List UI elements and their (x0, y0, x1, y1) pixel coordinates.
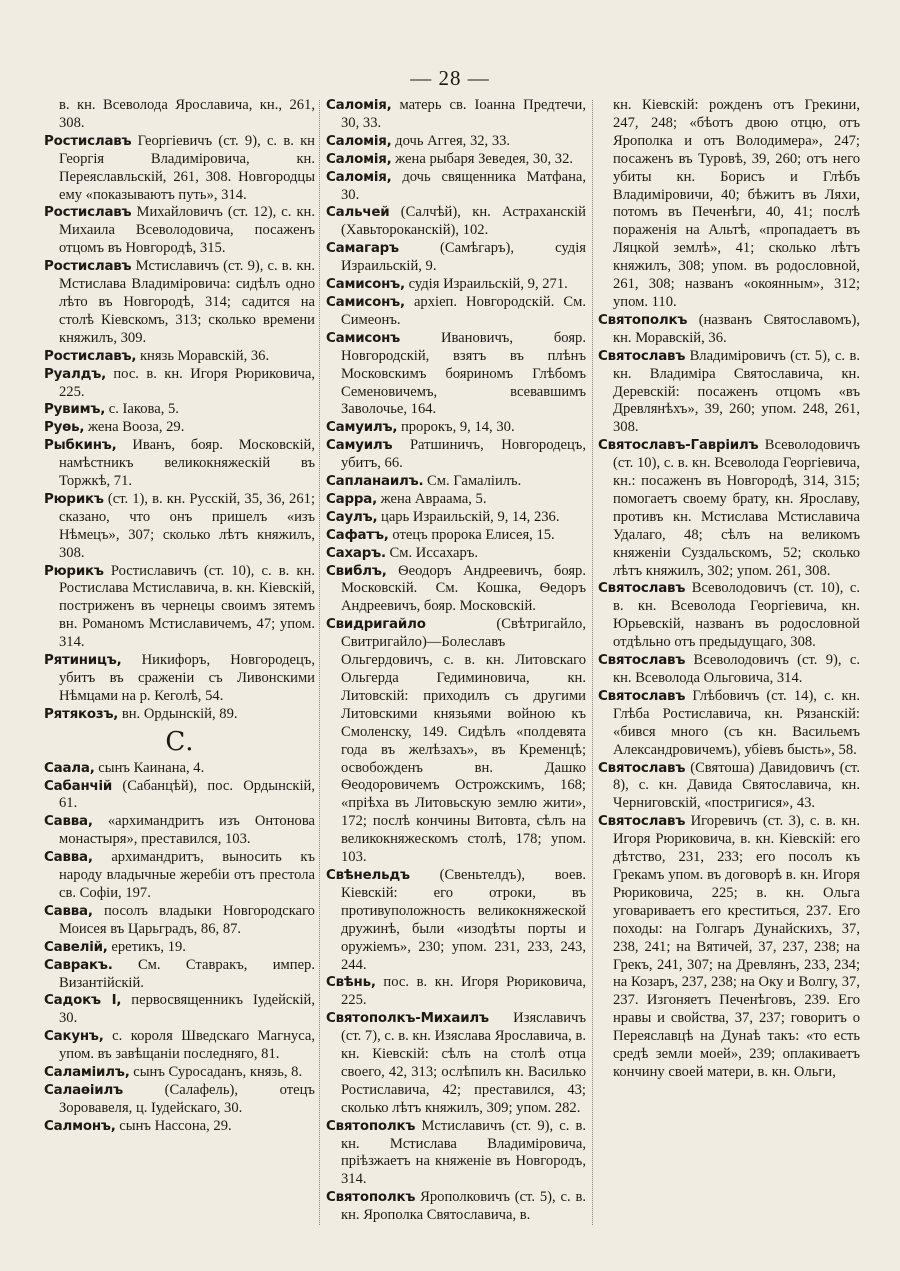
entry-text: (Свеньтелдъ), воев. Кіевскій: его отроки, въ противуположность великокняжеской дружинѣ, были «изодѣты порты и оружіемъ», 230; упом. 231, 233, 243, 244. (341, 866, 586, 973)
page-number: — 28 — (410, 66, 490, 90)
index-entry (598, 437, 860, 580)
entry-headword: Сахаръ. (326, 545, 386, 561)
index-entry (598, 580, 860, 652)
entry-text: пос. в. кн. Игоря Рюриковича, 225. (59, 365, 315, 400)
entry-headword: Святославъ (598, 814, 686, 830)
index-entry (44, 992, 315, 1028)
entry-text: князь Моравскій, 36. (139, 347, 270, 364)
letter-heading: С. (165, 726, 194, 757)
column-right (598, 97, 860, 1082)
index-entry (326, 330, 586, 420)
index-entry (326, 276, 586, 294)
entry-headword: Самуилъ (326, 438, 393, 454)
index-entry (44, 813, 315, 849)
entry-text: Мстиславичъ (ст. 9), с. в. кн. Мстислава Владиміровича, пріѣзжаетъ на княженіе въ Новгородъ, 314. (341, 1117, 586, 1188)
entry-headword: Самуилъ, (326, 420, 398, 436)
entry-text: Никифоръ, Новгородецъ, убитъ въ сраженіи съ Ливонскими Нѣмцами на р. Кеголѣ, 54. (59, 652, 315, 704)
entry-text: пос. в. кн. Игоря Рюриковича, 225. (341, 974, 587, 1009)
entry-headword: Святославъ (598, 653, 686, 669)
entry-text: с. короля Шведскаго Магнуса, упом. въ завѣщаніи последняго, 81. (59, 1028, 316, 1063)
index-entry (326, 419, 586, 437)
entry-text: (Свѣтригайло, Свитригайло)—Болеславъ Ольгердовичъ, с. в. кн. Литовскаго Ольгерда Гедиминовича, кн. Литовскій: приходилъ съ другими Литовскими князьями войною къ Смоленску, 149. Сидѣлъ «полдевята года въ желѣзахъ», въ Кременцѣ; освобожденъ вн. Дашко Ѳеодоровичемъ Острожскимъ, 168; «пріѣха въ Литовьскую землю жити», 172; послѣ кончины Витовта, сѣлъ на великокняжескомъ столѣ, 178; упом. 103. (341, 616, 586, 866)
entry-text: (Сабанцѣй), пос. Ордынскій, 61. (59, 777, 315, 812)
index-entry (598, 760, 860, 814)
index-entry (44, 419, 315, 437)
entry-text: отецъ пророка Елисея, 15. (392, 526, 555, 543)
index-entry (326, 509, 586, 527)
entry-headword: Сальчей (326, 205, 390, 221)
index-entry (44, 133, 315, 205)
entry-headword: Святополкъ (598, 312, 688, 328)
entry-headword: Самагаръ (326, 241, 399, 257)
entry-text: дочь Аггея, 32, 33. (395, 132, 511, 149)
index-entry (44, 437, 315, 491)
entry-text: (названъ Святославомъ), кн. Моравскій, 36. (613, 311, 860, 346)
entry-headword: Святославъ (598, 348, 686, 364)
entry-headword: Ростиславъ (44, 205, 132, 221)
entry-text: архимандритъ, выносить къ народу владычные жеребіи отъ престола св. Софіи, 197. (59, 849, 315, 901)
index-entry (44, 1082, 315, 1118)
index-entry (326, 974, 586, 1010)
index-entry (326, 1010, 586, 1117)
index-entry (326, 97, 586, 133)
entry-text: Ѳеодоръ Андреевичъ, бояр. Московскій. См. Кошка, Ѳедоръ Андреевичъ, бояр. Московскій. (341, 562, 586, 615)
entry-text: Изяславичъ (ст. 7), с. в. кн. Изяслава Ярославича, в. кн. Кіевскій: сѣлъ на столѣ отца своего, 42, 313; ослѣпилъ кн. Василько Ростиславича, 42; преставился, 43; сколько лѣтъ княжилъ, 309; упом. 282. (341, 1010, 586, 1116)
index-entry (326, 204, 586, 240)
column-middle (326, 97, 586, 1225)
index-entry (326, 1189, 586, 1225)
entry-text: сынъ Каинана, 4. (98, 759, 205, 776)
entry-headword: Савелій, (44, 939, 108, 955)
entry-headword: Святославъ (598, 688, 686, 704)
entry-headword: Савва, (44, 850, 93, 866)
column-divider (319, 100, 320, 1225)
entry-headword: Рыбкинъ, (44, 438, 117, 454)
entry-headword: Руѳь, (44, 420, 85, 436)
entry-headword: Святополкъ (326, 1190, 416, 1206)
index-entry (326, 491, 586, 509)
entry-headword: Сапланаилъ. (326, 474, 424, 490)
entry-headword: Рувимъ, (44, 402, 106, 418)
entry-headword: Саломія, (326, 98, 392, 113)
entry-text: Георгіевичъ (ст. 9), с. в. кн Георгія Владиміровича, кн. Переяславльскій, 261, 308. Новгородцы ему «показываютъ путь», 314. (59, 132, 315, 203)
entry-headword: Савва, (44, 814, 93, 830)
entry-text: (Салчѣй), кн. Астраханскій (Хавьтороканскій), 102. (341, 204, 586, 239)
entry-headword: Салаѳіилъ (44, 1082, 123, 1098)
entry-text: Ростиславичъ (ст. 10), с. в. кн. Ростислава Мстиславича, в. кн. Кіевскій, постриженъ въ чернецы своимъ зятемъ вн. Романомъ Мстиславичемъ, 47; упом. 314. (59, 562, 315, 651)
entry-text: судія Израильскій, 9, 271. (408, 276, 568, 293)
column-divider (592, 100, 593, 1225)
index-entry (326, 616, 586, 867)
entry-text: «архимандритъ изъ Онтонова монастыря», преставился, 103. (59, 813, 315, 848)
entry-headword: Сарра, (326, 491, 377, 507)
entry-headword: Савракъ. (44, 957, 113, 973)
index-entry (326, 240, 586, 276)
entry-text: Всеволодовичъ (ст. 10), с. в. кн. Всеволода Георгіевича, кн. Юрьевскій, названъ въ родословной отдѣльно отъ предыдущаго, 308. (613, 580, 861, 651)
entry-headword: Руалдъ, (44, 366, 106, 382)
index-entry (44, 760, 315, 778)
index-entry (326, 169, 586, 205)
entry-text: См. Ставракъ, импер. Византійскій. (59, 956, 315, 991)
entry-text: Всеволодовичъ (ст. 10), с. в. кн. Всеволода Георгіевича, кн.: посаженъ въ Новгородѣ, 314, 315; помогаетъ своему брату, кн. Ярославу, противъ кн. Мстислава Мстиславича Удалаго, 48; сѣлъ на великомъ княженіи Суздальскомъ, 52; сколько лѣтъ княжилъ, 302; упом. 261, 308. (613, 437, 860, 579)
index-entry (44, 652, 315, 706)
index-entry (598, 312, 860, 348)
entry-text: Владиміровичъ (ст. 5), с. в. кн. Владиміра Святославича, кн. Деревскій: посаженъ отцомъ «въ Древлянѣхъ», 39, 260; упом. 248, 261, 308. (613, 347, 860, 436)
index-entry (326, 294, 586, 330)
entry-text: жена рыбаря Зеведея, 30, 32. (395, 150, 574, 167)
index-entry (326, 563, 586, 617)
entry-text: Ивановичъ, бояр. Новгородскій, взятъ въ плѣнъ Московскимъ бояриномъ Глѣбомъ Семеновичемъ, всевавшимъ Заволочье, 164. (341, 329, 586, 418)
index-entry (598, 97, 860, 312)
entry-text: дочь священника Матфана, 30. (341, 168, 586, 203)
entry-text: сынъ Нассона, 29. (119, 1117, 232, 1134)
index-entry (44, 491, 315, 563)
index-entry (44, 903, 315, 939)
entry-headword: Сафатъ, (326, 527, 389, 543)
entry-text: См. Иссахаръ. (389, 544, 479, 561)
index-entry (598, 813, 860, 1082)
index-entry (598, 652, 860, 688)
entry-headword: Сабанчій (44, 778, 113, 794)
entry-text: первосвященникъ Іудейскій, 30. (59, 992, 315, 1027)
entries-middle (326, 97, 586, 1225)
entry-headword: Самисонъ, (326, 294, 405, 310)
entry-headword: Рятиницъ, (44, 653, 122, 669)
column-left (44, 97, 315, 1136)
index-entry (326, 527, 586, 545)
entry-text: еретикъ, 19. (111, 938, 186, 955)
entry-headword: Ростиславъ, (44, 348, 137, 364)
index-entry (326, 545, 586, 563)
index-entry (44, 204, 315, 258)
entry-headword: Рюрикъ (44, 563, 104, 579)
index-entry (44, 1118, 315, 1136)
entry-headword: Рятякозъ, (44, 706, 119, 722)
entry-headword: Самисонъ, (326, 277, 405, 293)
index-entry (44, 778, 315, 814)
entry-text: царь Израильскій, 9, 14, 236. (381, 508, 560, 525)
entry-text: Игоревичъ (ст. 3), с. в. кн. Игоря Рюриковича, в. кн. Кіевскій: его дѣтство, 231, 233; его посолъ къ Грекамъ упом. въ договорѣ в. кн. Игоря Рюриковича, 225; в. кн. Ольга уговариваетъ его креститься, 237. Его походы: на Голгаръ Дунайскихъ, 37, 238, 241; на Вятичей, 37, 237, 238; на Грекъ, 241, 307; на Древлянъ, 233, 234; на Козаръ, 237, 238; на Оку и Волгу, 37, 237. Изгоняетъ Печенѣговъ, 239. Его нравы и свойства, 37, 237; говоритъ о Переяславцѣ на Дунаѣ такъ: «то есть средѣ земли моей», 239; оплакиваетъ кончину своей матери, в. кн. Ольги, (613, 813, 860, 1080)
entry-text: Глѣбовичъ (ст. 14), с. кн. Глѣба Ростиславича, кн. Рязанскій: «бився много (съ кн. Васильемъ Александровичемъ), убіевъ бысть», 58. (613, 687, 860, 758)
entry-text: Иванъ, бояр. Московскій, намѣстникъ великокняжескій въ Торжкѣ, 71. (59, 437, 315, 490)
entry-headword: Ростиславъ (44, 259, 132, 275)
entry-text: Всеволодовичъ (ст. 9), с. кн. Всеволода Ольговича, 314. (613, 652, 860, 686)
entry-headword: Самисонъ (326, 330, 401, 346)
entry-text: (Салафель), отецъ Зоровавеля, ц. Іудейскаго, 30. (59, 1081, 315, 1116)
entry-text: Мстиславичъ (ст. 9), с. в. кн. Мстислава Владиміровича: сидѣлъ одно лѣто въ Новгородѣ, 314; садится на столѣ Кіевскомъ, 313; сколько времени княжилъ, 309. (59, 258, 315, 346)
index-entry (326, 473, 586, 491)
entry-headword: Свѣнь, (326, 975, 376, 991)
entry-headword: Святославъ (598, 760, 686, 776)
entry-headword: Свѣнельдъ (326, 867, 410, 883)
entry-headword: Святополкъ-Михаилъ (326, 1011, 489, 1027)
entry-headword: Саулъ, (326, 509, 378, 525)
entry-headword: Святославъ-Гавріилъ (598, 438, 759, 454)
entry-text: пророкъ, 9, 14, 30. (400, 419, 515, 436)
entry-headword: Ростиславъ (44, 133, 132, 149)
entry-headword: Саломія, (326, 151, 392, 167)
entry-text: с. Іакова, 5. (108, 401, 179, 418)
index-entry (44, 348, 315, 366)
index-entry (44, 258, 315, 348)
entry-text: См. Гамаліилъ. (427, 473, 522, 490)
entry-text: Ратшиничъ, Новгородецъ, убитъ, 66. (341, 437, 586, 472)
index-entry (326, 1118, 586, 1190)
entry-headword: Святославъ (598, 581, 686, 597)
index-entry (44, 563, 315, 653)
entry-text: кн. Кіевскій: рожденъ отъ Грекини, 247, 248; «бѣотъ двою отцю, отъ Ярополка и отъ Володимера», 247; посаженъ въ Туровѣ, 39, 260; отъ него убиты кн. Борисъ и Глѣбъ Владиміровичи, 40; бѣжитъ въ Ляхи, потомъ въ Печенѣги, 40, 41; послѣ пораженія на Альтѣ, «пропадаетъ въ Ляцкой землѣ», 41; сколько лѣтъ княжилъ, 308; упом. въ родословной, 261, 308; названъ «окоянным», 312; упом. 110. (613, 97, 860, 310)
entry-text: посолъ владыки Новгородскаго Моисея въ Царьградъ, 86, 87. (59, 902, 315, 937)
entry-text: жена Авраама, 5. (380, 490, 487, 507)
index-entry (44, 706, 315, 724)
entry-headword: Рюрикъ (44, 491, 104, 507)
index-entry (44, 401, 315, 419)
index-entry (44, 939, 315, 957)
entry-text: вн. Ордынскій, 89. (121, 705, 238, 722)
entry-text: матерь св. Іоанна Предтечи, 30, 33. (341, 97, 586, 131)
entry-headword: Садокъ І, (44, 993, 122, 1009)
entry-headword: Саломія, (326, 169, 392, 185)
entry-headword: Савва, (44, 903, 93, 919)
index-entry (44, 849, 315, 903)
entry-text: (Святоша) Давидовичъ (ст. 8), с. кн. Давида Святославича, кн. Черниговскій, «постригися», 43. (613, 759, 860, 812)
entries-right (598, 97, 860, 1082)
entry-text: сынъ Суросаданъ, князь, 8. (133, 1064, 303, 1081)
entry-headword: Саала, (44, 760, 95, 776)
entry-headword: Саламіилъ, (44, 1065, 130, 1081)
index-entry (326, 151, 586, 169)
entry-text: жена Вооза, 29. (87, 419, 185, 436)
entry-text: Ярополковичъ (ст. 5), с. в. кн. Ярополка Святославича, в. (341, 1189, 586, 1224)
entry-headword: Свидригайло (326, 617, 426, 633)
entry-text: архіеп. Новгородскій. См. Симеонъ. (341, 293, 586, 328)
index-entry (598, 348, 860, 438)
entry-text: в. кн. Всеволода Ярославича, кн., 261, 308. (59, 97, 315, 131)
entry-headword: Свиблъ, (326, 563, 387, 579)
index-entry (326, 437, 586, 473)
entries-r (44, 97, 315, 724)
entries-s (44, 760, 315, 1136)
index-entry (598, 688, 860, 760)
index-entry (44, 957, 315, 993)
index-entry (326, 867, 586, 974)
entry-text: Михайловичъ (ст. 12), с. кн. Михаила Всеволодовича, посаженъ отцомъ въ Новгородѣ, 315. (59, 204, 315, 257)
entry-text: (Самѣгаръ), судія Израильскій, 9. (341, 240, 586, 275)
entry-headword: Святополкъ (326, 1118, 416, 1134)
entry-headword: Сакунъ, (44, 1029, 104, 1045)
index-entry (326, 133, 586, 151)
index-entry (44, 97, 315, 133)
entry-headword: Саломія, (326, 133, 392, 149)
index-entry (44, 366, 315, 402)
entry-text: (ст. 1), в. кн. Русскій, 35, 36, 261; сказано, что онъ пришелъ «изъ Нѣмецъ», 307; сколько лѣтъ княжилъ, 308. (59, 490, 315, 561)
entry-headword: Салмонъ, (44, 1118, 116, 1134)
index-entry (44, 1028, 315, 1064)
index-entry (44, 1064, 315, 1082)
